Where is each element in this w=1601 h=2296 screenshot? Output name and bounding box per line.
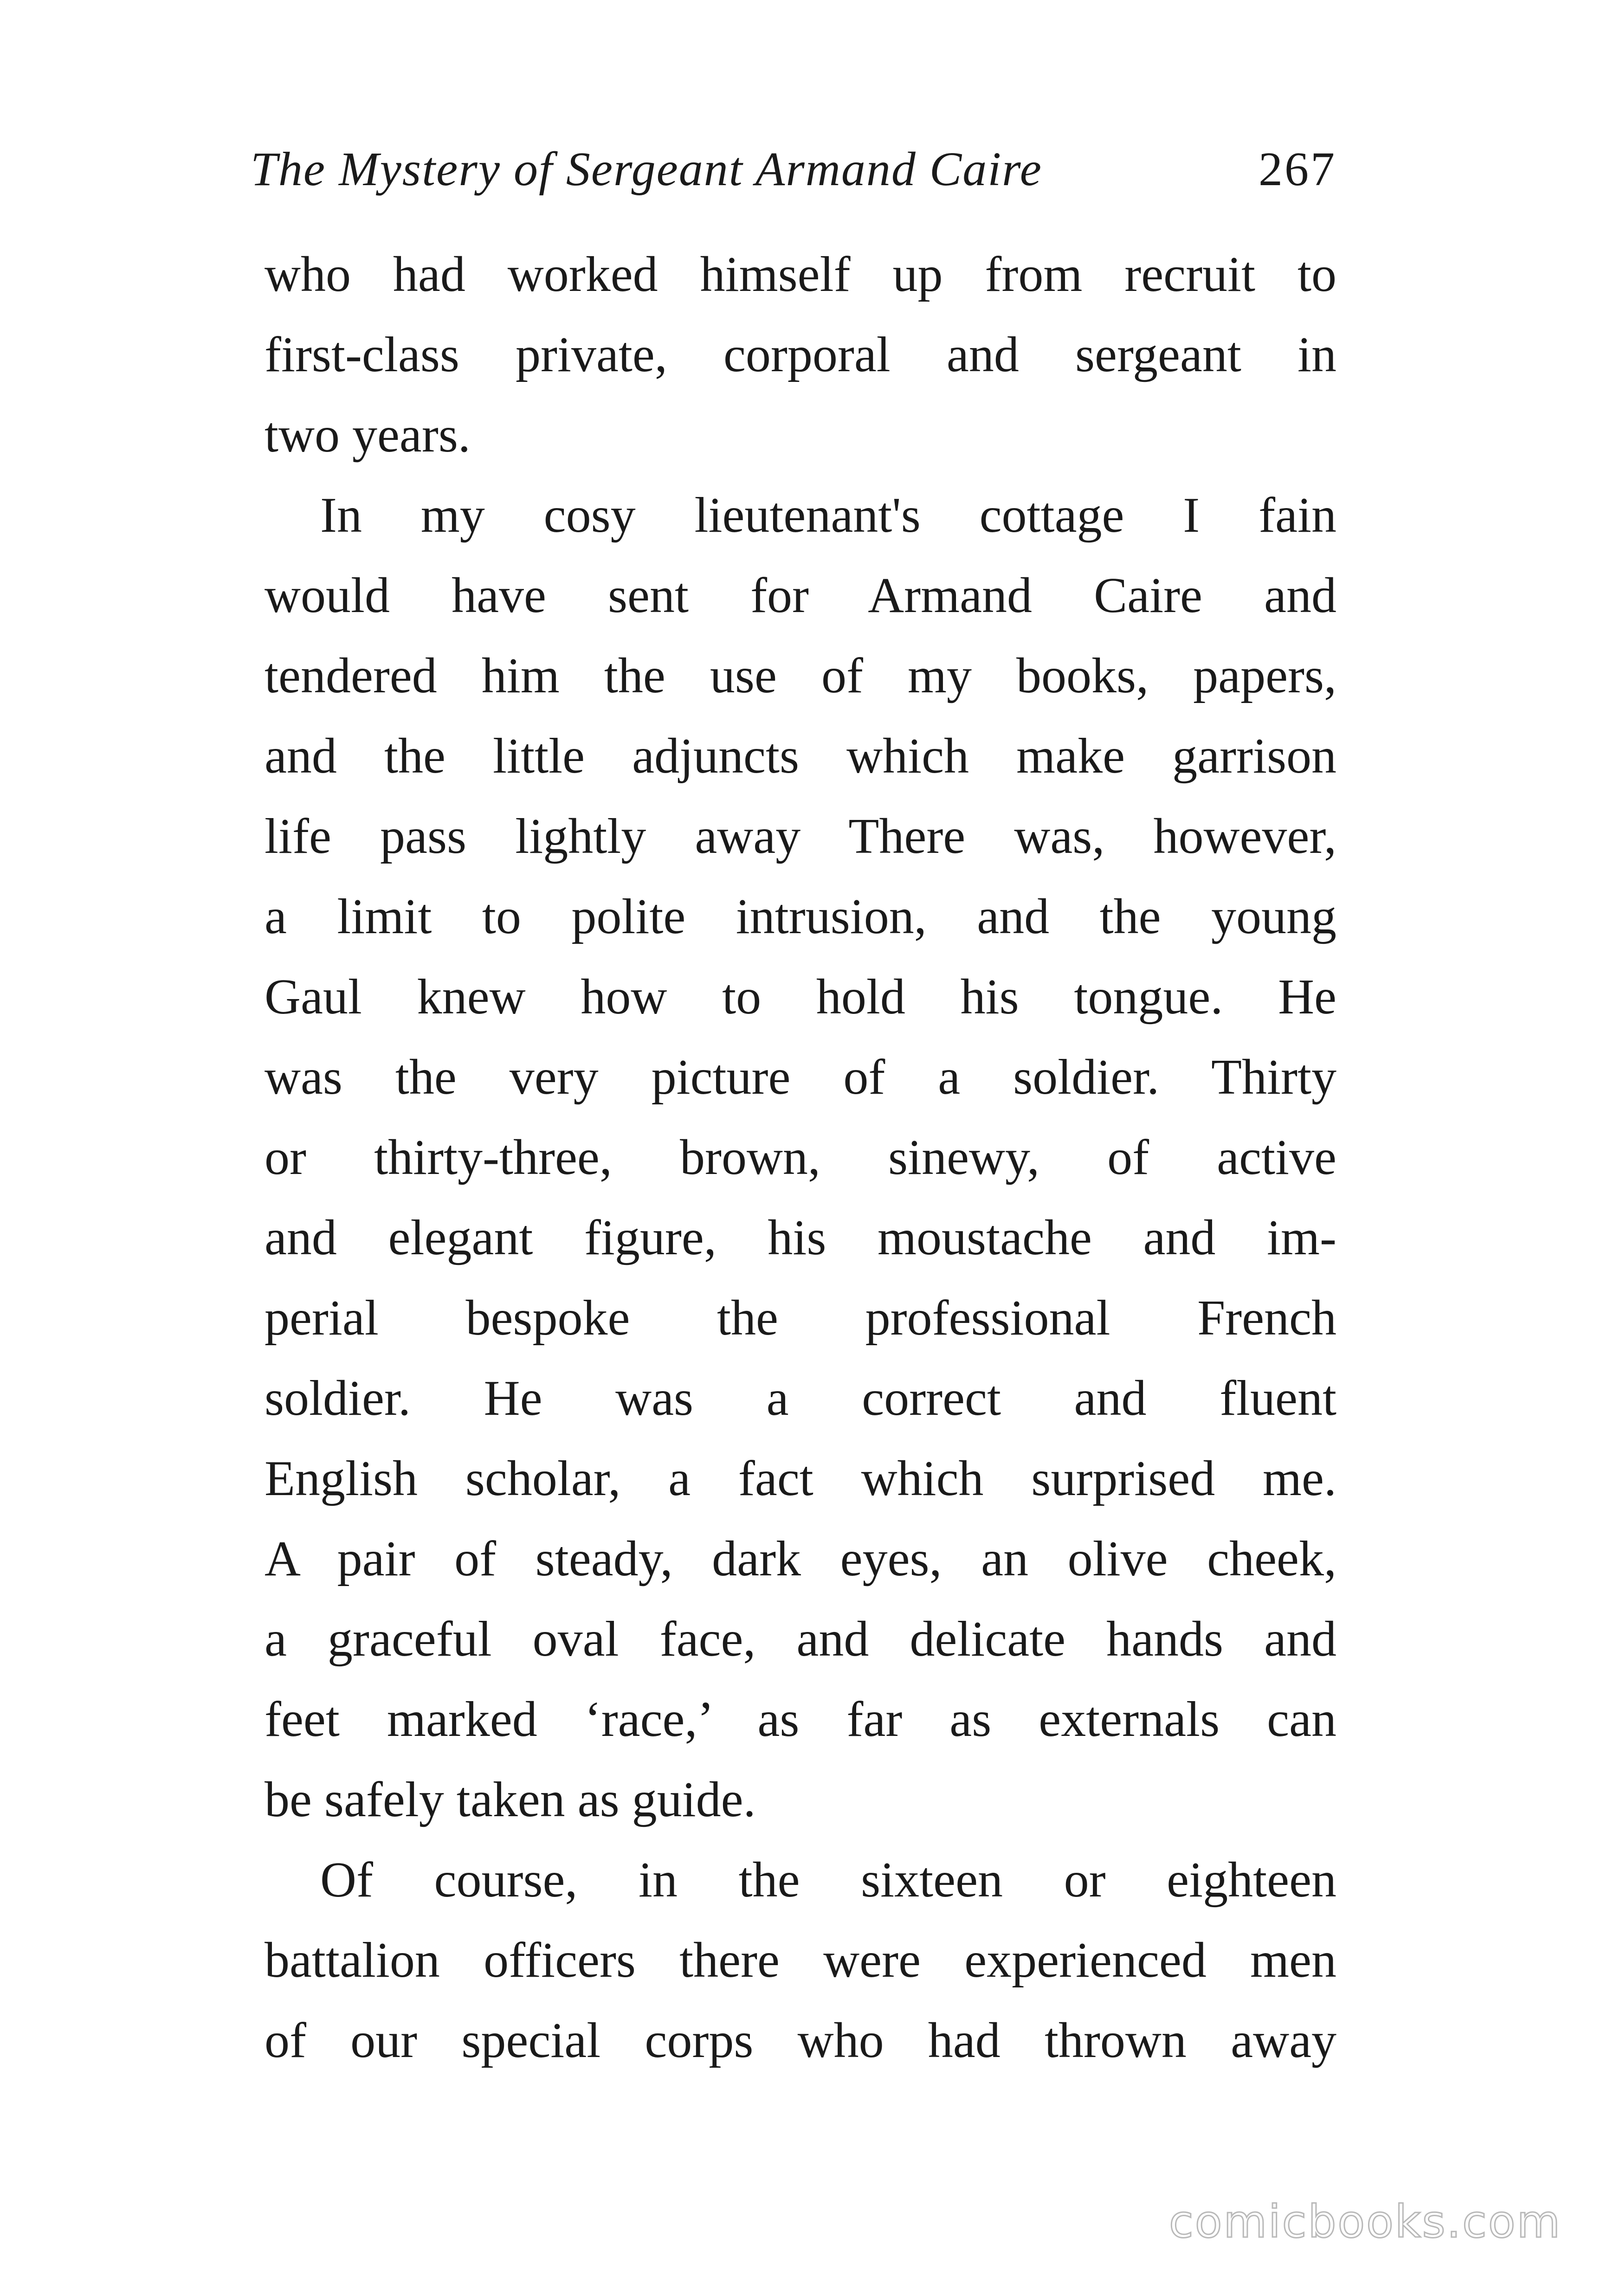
text-line: who had worked himself up from recruit to bbox=[265, 247, 1336, 302]
text-line: feet marked ‘race,’ as far as externals can bbox=[265, 1692, 1336, 1747]
text-line: battalion officers there were experienced men bbox=[265, 1933, 1336, 1988]
text-line: or thirty-three, brown, sinewy, of active bbox=[265, 1130, 1336, 1185]
text-line: A pair of steady, dark eyes, an olive cheek, bbox=[265, 1531, 1336, 1587]
text-line: Of course, in the sixteen or eighteen bbox=[320, 1852, 1336, 1908]
text-line: be safely taken as guide. bbox=[265, 1772, 756, 1827]
text-line: soldier. He was a correct and fluent bbox=[265, 1371, 1336, 1426]
body-text bbox=[265, 234, 1336, 2081]
page-number: 267 bbox=[1259, 142, 1336, 196]
text-line: of our special corps who had thrown away bbox=[265, 2013, 1336, 2068]
text-line: and elegant figure, his moustache and im- bbox=[265, 1210, 1336, 1265]
text-line: first-class private, corporal and sergeant in bbox=[265, 327, 1336, 382]
running-title: The Mystery of Sergeant Armand Caire bbox=[251, 142, 1042, 196]
text-line: a graceful oval face, and delicate hands and bbox=[265, 1612, 1336, 1667]
text-line: a limit to polite intrusion, and the young bbox=[265, 889, 1336, 944]
watermark: comicbooks.com bbox=[1168, 2196, 1562, 2248]
text-line: would have sent for Armand Caire and bbox=[265, 568, 1336, 623]
text-line: two years. bbox=[265, 407, 471, 463]
text-line: life pass lightly away There was, however, bbox=[265, 809, 1336, 864]
text-line: and the little adjuncts which make garrison bbox=[265, 729, 1336, 784]
text-line: was the very picture of a soldier. Thirty bbox=[265, 1050, 1336, 1105]
text-line: tendered him the use of my books, papers, bbox=[265, 648, 1336, 703]
text-line: perial bespoke the professional French bbox=[265, 1290, 1336, 1346]
text-line: In my cosy lieutenant's cottage I fain bbox=[320, 488, 1336, 543]
text-line: English scholar, a fact which surprised me. bbox=[265, 1451, 1336, 1506]
text-line: Gaul knew how to hold his tongue. He bbox=[265, 969, 1336, 1025]
running-head bbox=[251, 137, 1336, 202]
